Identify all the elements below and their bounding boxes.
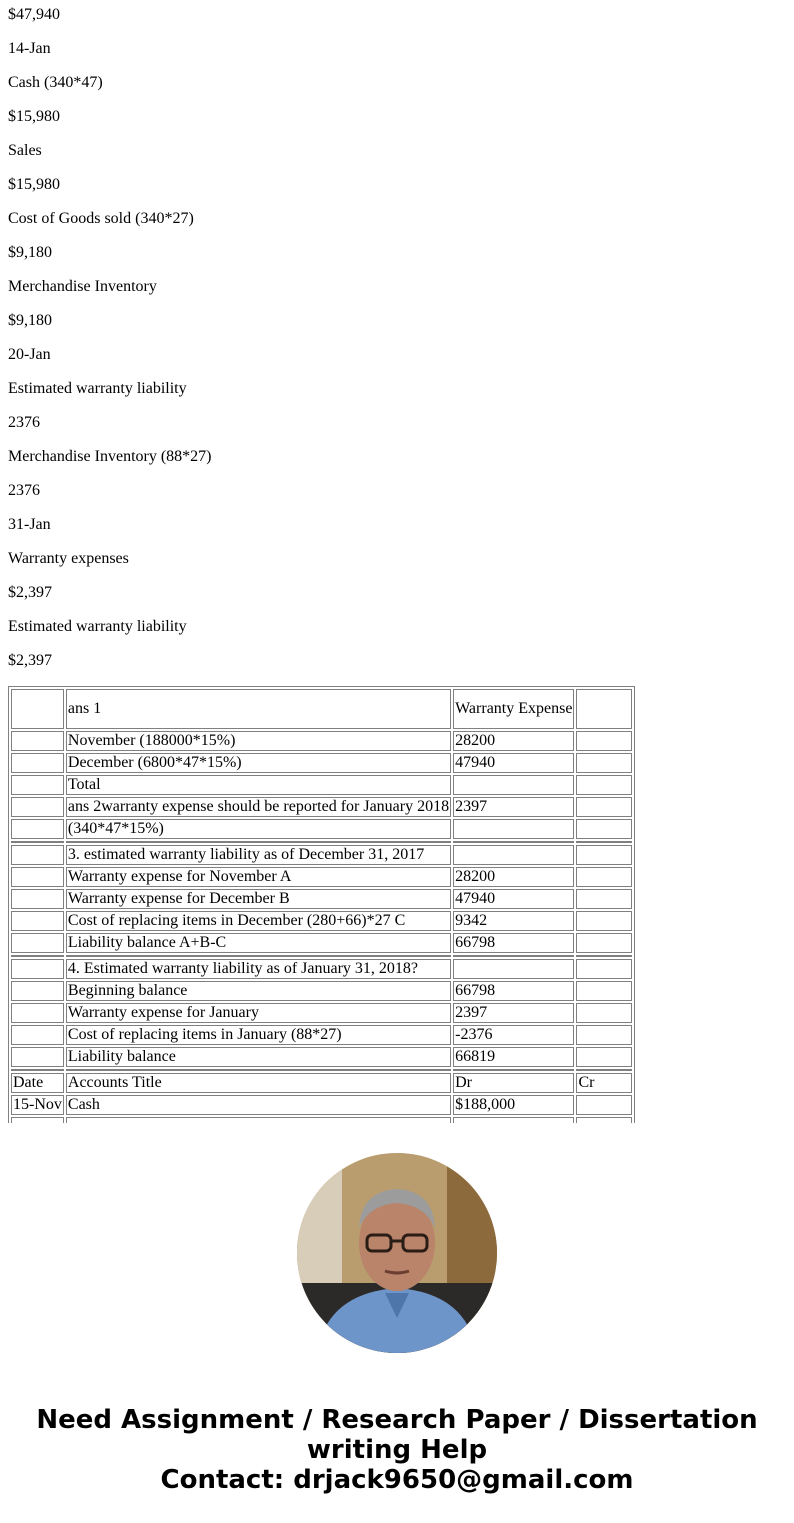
table-row — [11, 1117, 632, 1123]
date-cell — [11, 753, 64, 773]
credit-cell — [576, 1003, 632, 1023]
warranty-table — [8, 686, 635, 1123]
section-divider — [11, 955, 632, 957]
entry-line: $2,397 — [8, 652, 52, 669]
date-cell — [11, 933, 64, 953]
divider-cell — [11, 841, 64, 843]
person-portrait-icon — [297, 1153, 497, 1353]
credit-cell — [576, 1025, 632, 1045]
divider-cell — [453, 1069, 574, 1071]
date-cell — [11, 911, 64, 931]
credit-cell — [576, 731, 632, 751]
entry-line: Cash (340*47) — [8, 74, 103, 91]
credit-cell — [576, 867, 632, 887]
credit-cell — [576, 1117, 632, 1123]
date-cell: Date — [11, 1073, 64, 1093]
divider-cell — [11, 1069, 64, 1071]
debit-cell: 66798 — [453, 981, 574, 1001]
entry-line: Estimated warranty liability — [8, 618, 187, 635]
entry-line: Estimated warranty liability — [8, 380, 187, 397]
debit-cell — [453, 775, 574, 795]
entry-line: Cost of Goods sold (340*27) — [8, 210, 194, 227]
account-title-cell: 4. Estimated warranty liability as of January 31, 2018? — [66, 959, 451, 979]
credit-cell — [576, 819, 632, 839]
date-cell — [11, 959, 64, 979]
debit-cell — [453, 959, 574, 979]
table-row — [11, 1047, 632, 1067]
footer-line-2: writing Help — [306, 1435, 488, 1465]
divider-cell — [453, 955, 574, 957]
table-row — [11, 1003, 632, 1023]
table-row — [11, 689, 632, 729]
divider-cell — [453, 841, 574, 843]
date-cell — [11, 1117, 64, 1123]
date-cell — [11, 867, 64, 887]
debit-cell: 2397 — [453, 797, 574, 817]
entry-line: Sales — [8, 142, 42, 159]
account-title-cell: Accounts Title — [66, 1073, 451, 1093]
entry-line: Merchandise Inventory (88*27) — [8, 448, 212, 465]
divider-cell — [576, 955, 632, 957]
account-title-cell: 3. estimated warranty liability as of December 31, 2017 — [66, 845, 451, 865]
entry-line: $47,940 — [8, 6, 60, 23]
table-row — [11, 1095, 632, 1115]
entry-line: $15,980 — [8, 108, 60, 125]
credit-cell — [576, 1095, 632, 1115]
debit-cell: -2376 — [453, 1025, 574, 1045]
credit-cell — [576, 797, 632, 817]
table-row — [11, 933, 632, 953]
date-cell — [11, 775, 64, 795]
divider-cell — [66, 841, 451, 843]
date-cell — [11, 819, 64, 839]
debit-cell: 66819 — [453, 1047, 574, 1067]
table-row — [11, 867, 632, 887]
credit-cell — [576, 775, 632, 795]
date-cell — [11, 689, 64, 729]
account-title-cell: Liability balance A+B-C — [66, 933, 451, 953]
account-title-cell: Liability balance — [66, 1047, 451, 1067]
account-title-cell — [66, 1117, 451, 1123]
debit-cell: 66798 — [453, 933, 574, 953]
credit-cell — [576, 959, 632, 979]
account-title-cell: ans 1 — [66, 689, 451, 729]
date-cell — [11, 1047, 64, 1067]
credit-cell: Cr — [576, 1073, 632, 1093]
entry-line: 2376 — [8, 414, 40, 431]
account-title-cell: November (188000*15%) — [66, 731, 451, 751]
credit-cell — [576, 753, 632, 773]
account-title-cell: ans 2warranty expense should be reported for January 2018 — [67, 798, 450, 815]
author-avatar — [297, 1153, 497, 1353]
debit-cell: Warranty Expense — [453, 689, 574, 729]
entry-line: 14-Jan — [8, 40, 51, 57]
account-title-cell: Total — [66, 775, 451, 795]
account-title-cell: (340*47*15%) — [66, 819, 451, 839]
table-row — [11, 845, 632, 865]
date-cell — [11, 889, 64, 909]
table-row — [11, 775, 632, 795]
divider-cell — [66, 955, 451, 957]
debit-cell: 47940 — [453, 889, 574, 909]
credit-cell — [576, 889, 632, 909]
table-row — [11, 959, 632, 979]
section-divider — [11, 841, 632, 843]
entry-line: Merchandise Inventory — [8, 278, 157, 295]
entry-line: 2376 — [8, 482, 40, 499]
debit-cell — [453, 819, 574, 839]
entry-line: $9,180 — [8, 312, 52, 329]
entry-line: Warranty expenses — [8, 550, 129, 567]
table-row — [11, 911, 632, 931]
table-row — [11, 1025, 632, 1045]
table-row — [11, 819, 632, 839]
entry-line: $15,980 — [8, 176, 60, 193]
debit-cell: Dr — [453, 1073, 574, 1093]
date-cell: 15-Nov — [13, 1096, 62, 1113]
credit-cell — [576, 845, 632, 865]
credit-cell — [576, 911, 632, 931]
entry-line: $9,180 — [8, 244, 52, 261]
date-cell — [11, 797, 64, 817]
debit-cell: 28200 — [453, 731, 574, 751]
account-title-cell: Cash — [66, 1095, 451, 1115]
account-title-cell: Cost of replacing items in January (88*27) — [66, 1025, 451, 1045]
debit-cell: 47940 — [453, 753, 574, 773]
date-cell — [11, 731, 64, 751]
entry-line: 31-Jan — [8, 516, 51, 533]
divider-cell — [11, 955, 64, 957]
entry-line: $2,397 — [8, 584, 52, 601]
table-row — [11, 753, 632, 773]
entry-line: 20-Jan — [8, 346, 51, 363]
credit-cell — [576, 689, 632, 729]
debit-cell: 2397 — [453, 1003, 574, 1023]
divider-cell — [66, 1069, 451, 1071]
debit-cell — [453, 1117, 574, 1123]
date-cell — [11, 845, 64, 865]
credit-cell — [576, 933, 632, 953]
footer-contact: Contact: drjack9650@gmail.com — [160, 1465, 634, 1495]
debit-cell: $188,000 — [453, 1095, 574, 1115]
account-title-cell: Warranty expense for January — [66, 1003, 451, 1023]
divider-cell — [576, 841, 632, 843]
divider-cell — [576, 1069, 632, 1071]
table-row — [11, 731, 632, 751]
table-row — [11, 1073, 632, 1093]
date-cell — [11, 981, 64, 1001]
credit-cell — [576, 1047, 632, 1067]
account-title-cell: Cost of replacing items in December (280+66)*27 C — [66, 911, 451, 931]
debit-cell — [453, 845, 574, 865]
account-title-cell: Warranty expense for December B — [66, 889, 451, 909]
debit-cell: 28200 — [453, 867, 574, 887]
credit-cell — [576, 981, 632, 1001]
account-title-cell: Warranty expense for November A — [66, 867, 451, 887]
account-title-cell: Beginning balance — [66, 981, 451, 1001]
account-title-cell: December (6800*47*15%) — [66, 753, 451, 773]
debit-cell: 9342 — [453, 911, 574, 931]
date-cell — [11, 1003, 64, 1023]
section-divider — [11, 1069, 632, 1071]
table-row — [11, 797, 632, 817]
date-cell — [11, 1025, 64, 1045]
table-row — [11, 889, 632, 909]
table-row — [11, 981, 632, 1001]
footer-line-1: Need Assignment / Research Paper / Dissertation — [36, 1405, 758, 1435]
warranty-table-container — [8, 686, 635, 1123]
